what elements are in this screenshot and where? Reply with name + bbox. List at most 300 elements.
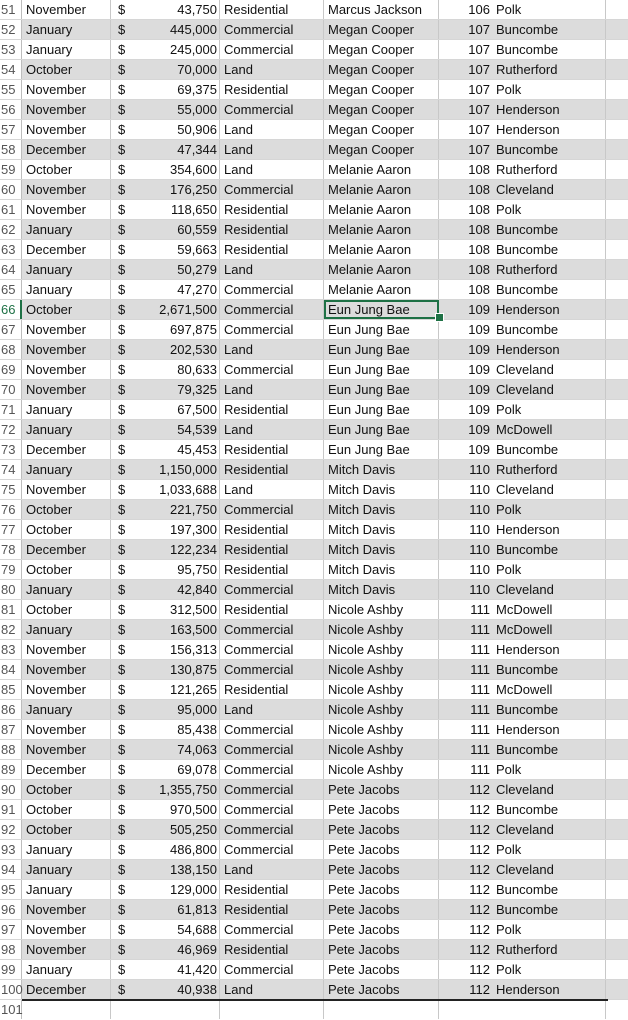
cell-county[interactable]: Henderson bbox=[493, 640, 606, 659]
cell-county[interactable]: Rutherford bbox=[493, 940, 606, 959]
cell-county[interactable]: Henderson bbox=[493, 520, 606, 539]
cell-property-type[interactable]: Commercial bbox=[220, 320, 324, 339]
row-number[interactable]: 78 bbox=[0, 540, 22, 559]
row-number[interactable]: 72 bbox=[0, 420, 22, 439]
cell-agent-id[interactable]: 108 bbox=[468, 282, 490, 297]
cell-amount[interactable]: 60,559 bbox=[123, 220, 220, 239]
cell-county[interactable]: Cleveland bbox=[493, 380, 606, 399]
cell-currency-symbol[interactable]: $ bbox=[118, 462, 126, 477]
cell-amount[interactable]: 118,650 bbox=[123, 200, 220, 219]
row-number[interactable]: 76 bbox=[0, 500, 22, 519]
row-number[interactable]: 98 bbox=[0, 940, 22, 959]
cell-amount[interactable]: 70,000 bbox=[123, 60, 220, 79]
cell-agent-id[interactable]: 108 bbox=[468, 162, 490, 177]
cell-property-type[interactable]: Residential bbox=[220, 440, 324, 459]
cell-amount[interactable]: 69,375 bbox=[123, 80, 220, 99]
cell-county[interactable]: McDowell bbox=[493, 680, 606, 699]
cell-month[interactable]: November bbox=[22, 680, 111, 699]
cell-property-type[interactable]: Land bbox=[220, 140, 324, 159]
cell-property-type[interactable]: Commercial bbox=[220, 740, 324, 759]
cell-agent-id[interactable]: 108 bbox=[468, 182, 490, 197]
row-number[interactable]: 71 bbox=[0, 400, 22, 419]
row-number[interactable]: 97 bbox=[0, 920, 22, 939]
cell-month[interactable]: October bbox=[22, 780, 111, 799]
cell-property-type[interactable]: Commercial bbox=[220, 720, 324, 739]
cell-amount[interactable]: 130,875 bbox=[123, 660, 220, 679]
cell-month[interactable]: November bbox=[22, 920, 111, 939]
cell-month[interactable]: January bbox=[22, 860, 111, 879]
cell-agent-name[interactable]: Mitch Davis bbox=[324, 500, 439, 519]
cell-amount[interactable]: 47,270 bbox=[123, 280, 220, 299]
cell-amount[interactable]: 245,000 bbox=[123, 40, 220, 59]
cell-month[interactable]: November bbox=[22, 940, 111, 959]
cell-month[interactable]: October bbox=[22, 160, 111, 179]
cell-amount[interactable]: 1,355,750 bbox=[123, 780, 220, 799]
cell-agent-name[interactable]: Mitch Davis bbox=[324, 520, 439, 539]
cell-agent-name[interactable]: Pete Jacobs bbox=[324, 840, 439, 859]
cell-amount[interactable]: 445,000 bbox=[123, 20, 220, 39]
cell-agent-id[interactable]: 109 bbox=[468, 442, 490, 457]
cell-county[interactable]: Polk bbox=[493, 840, 606, 859]
cell-amount[interactable]: 970,500 bbox=[123, 800, 220, 819]
cell-agent-id[interactable]: 112 bbox=[469, 782, 490, 797]
row-number[interactable]: 58 bbox=[0, 140, 22, 159]
cell-amount[interactable]: 61,813 bbox=[123, 900, 220, 919]
cell-month[interactable] bbox=[22, 1000, 111, 1019]
cell-county[interactable]: Henderson bbox=[493, 340, 606, 359]
cell-currency-symbol[interactable]: $ bbox=[118, 82, 126, 97]
cell-month[interactable]: November bbox=[22, 660, 111, 679]
cell-agent-name[interactable]: Melanie Aaron bbox=[324, 200, 439, 219]
cell-property-type[interactable]: Commercial bbox=[220, 300, 324, 319]
cell-currency-symbol[interactable]: $ bbox=[118, 922, 126, 937]
cell-agent-name[interactable]: Eun Jung Bae bbox=[324, 360, 439, 379]
cell-county[interactable]: Polk bbox=[493, 560, 606, 579]
cell-month[interactable]: January bbox=[22, 220, 111, 239]
cell-amount[interactable]: 176,250 bbox=[123, 180, 220, 199]
cell-property-type[interactable]: Residential bbox=[220, 240, 324, 259]
cell-agent-name[interactable]: Pete Jacobs bbox=[324, 860, 439, 879]
cell-month[interactable]: October bbox=[22, 500, 111, 519]
cell-month[interactable]: November bbox=[22, 320, 111, 339]
row-number[interactable]: 68 bbox=[0, 340, 22, 359]
cell-agent-name[interactable]: Megan Cooper bbox=[324, 140, 439, 159]
cell-county[interactable]: Cleveland bbox=[493, 360, 606, 379]
cell-property-type[interactable]: Residential bbox=[220, 220, 324, 239]
cell-property-type[interactable]: Residential bbox=[220, 940, 324, 959]
cell-county[interactable]: Polk bbox=[493, 960, 606, 979]
cell-county[interactable]: Polk bbox=[493, 80, 606, 99]
cell-agent-name[interactable]: Pete Jacobs bbox=[324, 920, 439, 939]
cell-amount[interactable]: 46,969 bbox=[123, 940, 220, 959]
cell-currency-symbol[interactable]: $ bbox=[118, 982, 126, 997]
cell-month[interactable]: October bbox=[22, 560, 111, 579]
row-number[interactable]: 101 bbox=[1, 1002, 23, 1017]
cell-property-type[interactable]: Commercial bbox=[220, 840, 324, 859]
cell-month[interactable]: January bbox=[22, 420, 111, 439]
cell-currency-symbol[interactable]: $ bbox=[118, 742, 126, 757]
row-number[interactable]: 56 bbox=[0, 100, 22, 119]
cell-agent-id[interactable]: 111 bbox=[470, 702, 490, 717]
row-number[interactable]: 70 bbox=[0, 380, 22, 399]
cell-county[interactable]: Buncombe bbox=[493, 320, 606, 339]
cell-county[interactable]: Henderson bbox=[493, 720, 606, 739]
cell-agent-name[interactable]: Melanie Aaron bbox=[324, 280, 439, 299]
cell-month[interactable]: January bbox=[22, 400, 111, 419]
cell-property-type[interactable]: Residential bbox=[220, 680, 324, 699]
cell-property-type[interactable]: Commercial bbox=[220, 620, 324, 639]
cell-property-type[interactable]: Land bbox=[220, 120, 324, 139]
cell-amount[interactable]: 54,539 bbox=[123, 420, 220, 439]
cell-agent-id[interactable]: 107 bbox=[468, 22, 490, 37]
cell-amount[interactable]: 95,000 bbox=[123, 700, 220, 719]
cell-property-type[interactable]: Land bbox=[220, 260, 324, 279]
cell-agent-id[interactable]: 111 bbox=[470, 662, 490, 677]
cell-agent-name[interactable]: Eun Jung Bae bbox=[324, 340, 439, 359]
cell-county[interactable]: Buncombe bbox=[493, 280, 606, 299]
cell-month[interactable]: October bbox=[22, 520, 111, 539]
cell-currency-symbol[interactable]: $ bbox=[118, 802, 126, 817]
cell-amount[interactable]: 95,750 bbox=[123, 560, 220, 579]
cell-currency-symbol[interactable]: $ bbox=[118, 282, 126, 297]
cell-property-type[interactable]: Commercial bbox=[220, 180, 324, 199]
cell-agent-id[interactable]: 111 bbox=[470, 762, 490, 777]
row-number[interactable]: 93 bbox=[0, 840, 22, 859]
cell-property-type[interactable]: Land bbox=[220, 380, 324, 399]
row-number[interactable]: 64 bbox=[0, 260, 22, 279]
cell-property-type[interactable]: Residential bbox=[220, 200, 324, 219]
cell-agent-name[interactable]: Pete Jacobs bbox=[324, 780, 439, 799]
cell-month[interactable]: November bbox=[22, 80, 111, 99]
cell-amount[interactable]: 85,438 bbox=[123, 720, 220, 739]
cell-county[interactable]: Rutherford bbox=[493, 460, 606, 479]
row-number[interactable]: 66 bbox=[0, 300, 22, 319]
cell-agent-name[interactable]: Melanie Aaron bbox=[324, 180, 439, 199]
cell-agent-id[interactable]: 111 bbox=[470, 622, 490, 637]
cell-amount[interactable]: 505,250 bbox=[123, 820, 220, 839]
cell-agent-id[interactable]: 112 bbox=[469, 822, 490, 837]
cell-currency-symbol[interactable]: $ bbox=[118, 522, 126, 537]
row-number[interactable]: 84 bbox=[0, 660, 22, 679]
cell-currency-symbol[interactable]: $ bbox=[118, 822, 126, 837]
cell-county[interactable]: Rutherford bbox=[493, 260, 606, 279]
row-number[interactable]: 55 bbox=[0, 80, 22, 99]
cell-currency-symbol[interactable]: $ bbox=[118, 2, 126, 17]
cell-agent-name[interactable]: Eun Jung Bae bbox=[324, 440, 439, 459]
cell-agent-name[interactable]: Mitch Davis bbox=[324, 480, 439, 499]
cell-agent-name[interactable]: Nicole Ashby bbox=[324, 640, 439, 659]
cell-property-type[interactable]: Commercial bbox=[220, 40, 324, 59]
cell-month[interactable]: January bbox=[22, 880, 111, 899]
cell-month[interactable]: January bbox=[22, 460, 111, 479]
cell-month[interactable]: November bbox=[22, 340, 111, 359]
cell-agent-name[interactable]: Eun Jung Bae bbox=[324, 420, 439, 439]
cell-currency-symbol[interactable]: $ bbox=[118, 862, 126, 877]
cell-property-type[interactable]: Residential bbox=[220, 600, 324, 619]
cell-agent-name[interactable]: Megan Cooper bbox=[324, 100, 439, 119]
cell-month[interactable]: November bbox=[22, 180, 111, 199]
cell-agent-name[interactable]: Pete Jacobs bbox=[324, 880, 439, 899]
cell-month[interactable]: January bbox=[22, 840, 111, 859]
row-number[interactable]: 52 bbox=[0, 20, 22, 39]
row-number[interactable]: 95 bbox=[0, 880, 22, 899]
cell-currency-symbol[interactable]: $ bbox=[118, 842, 126, 857]
cell-currency-symbol[interactable]: $ bbox=[118, 162, 126, 177]
cell-agent-id[interactable]: 108 bbox=[468, 202, 490, 217]
cell-agent-name[interactable]: Nicole Ashby bbox=[324, 680, 439, 699]
cell-county[interactable]: Buncombe bbox=[493, 880, 606, 899]
cell-agent-id[interactable]: 109 bbox=[468, 302, 490, 317]
cell-month[interactable]: December bbox=[22, 440, 111, 459]
cell-county[interactable]: Cleveland bbox=[493, 860, 606, 879]
cell-amount[interactable]: 197,300 bbox=[123, 520, 220, 539]
cell-county[interactable]: Polk bbox=[493, 200, 606, 219]
cell-agent-id[interactable]: 107 bbox=[468, 62, 490, 77]
cell-property-type[interactable] bbox=[220, 1000, 324, 1019]
cell-month[interactable]: January bbox=[22, 960, 111, 979]
cell-month[interactable]: January bbox=[22, 40, 111, 59]
cell-agent-name[interactable]: Melanie Aaron bbox=[324, 260, 439, 279]
cell-county[interactable]: Polk bbox=[493, 0, 606, 19]
cell-property-type[interactable]: Commercial bbox=[220, 500, 324, 519]
row-number[interactable]: 94 bbox=[0, 860, 22, 879]
cell-month[interactable]: December bbox=[22, 760, 111, 779]
cell-currency-symbol[interactable]: $ bbox=[118, 882, 126, 897]
row-number[interactable]: 59 bbox=[0, 160, 22, 179]
cell-county[interactable]: Buncombe bbox=[493, 900, 606, 919]
cell-agent-id[interactable]: 107 bbox=[468, 42, 490, 57]
cell-property-type[interactable]: Commercial bbox=[220, 960, 324, 979]
cell-currency-symbol[interactable]: $ bbox=[118, 582, 126, 597]
cell-agent-id[interactable]: 110 bbox=[469, 582, 490, 597]
cell-agent-name[interactable]: Melanie Aaron bbox=[324, 240, 439, 259]
row-number[interactable]: 88 bbox=[0, 740, 22, 759]
cell-currency-symbol[interactable]: $ bbox=[118, 542, 126, 557]
cell-month[interactable]: November bbox=[22, 0, 111, 19]
cell-amount[interactable]: 129,000 bbox=[123, 880, 220, 899]
cell-amount[interactable]: 40,938 bbox=[123, 980, 220, 999]
cell-currency-symbol[interactable]: $ bbox=[118, 102, 126, 117]
cell-county[interactable]: Buncombe bbox=[493, 800, 606, 819]
cell-currency-symbol[interactable]: $ bbox=[118, 422, 126, 437]
cell-agent-id[interactable]: 110 bbox=[469, 482, 490, 497]
cell-amount[interactable]: 80,633 bbox=[123, 360, 220, 379]
cell-month[interactable]: November bbox=[22, 720, 111, 739]
cell-amount[interactable]: 42,840 bbox=[123, 580, 220, 599]
row-number[interactable]: 81 bbox=[0, 600, 22, 619]
cell-agent-id[interactable]: 106 bbox=[468, 2, 490, 17]
cell-amount[interactable]: 2,671,500 bbox=[123, 300, 220, 319]
cell-agent-name[interactable]: Nicole Ashby bbox=[324, 620, 439, 639]
cell-agent-id[interactable]: 108 bbox=[468, 222, 490, 237]
cell-agent-name[interactable]: Megan Cooper bbox=[324, 20, 439, 39]
cell-agent-id[interactable]: 109 bbox=[468, 422, 490, 437]
cell-agent-name[interactable]: Pete Jacobs bbox=[324, 820, 439, 839]
cell-county[interactable]: Buncombe bbox=[493, 540, 606, 559]
cell-currency-symbol[interactable]: $ bbox=[118, 962, 126, 977]
cell-amount[interactable]: 1,033,688 bbox=[123, 480, 220, 499]
cell-amount[interactable]: 67,500 bbox=[123, 400, 220, 419]
cell-month[interactable]: November bbox=[22, 900, 111, 919]
cell-county[interactable]: Buncombe bbox=[493, 440, 606, 459]
cell-amount[interactable]: 122,234 bbox=[123, 540, 220, 559]
cell-currency-symbol[interactable]: $ bbox=[118, 182, 126, 197]
cell-month[interactable]: November bbox=[22, 640, 111, 659]
cell-agent-name[interactable]: Pete Jacobs bbox=[324, 900, 439, 919]
cell-agent-id[interactable]: 112 bbox=[469, 802, 490, 817]
cell-month[interactable]: November bbox=[22, 480, 111, 499]
row-number[interactable]: 75 bbox=[0, 480, 22, 499]
row-number[interactable]: 83 bbox=[0, 640, 22, 659]
cell-agent-id[interactable]: 109 bbox=[468, 342, 490, 357]
cell-amount[interactable]: 138,150 bbox=[123, 860, 220, 879]
cell-agent-name[interactable]: Mitch Davis bbox=[324, 460, 439, 479]
cell-property-type[interactable]: Residential bbox=[220, 900, 324, 919]
cell-currency-symbol[interactable]: $ bbox=[118, 482, 126, 497]
cell-currency-symbol[interactable]: $ bbox=[118, 242, 126, 257]
cell-agent-id[interactable]: 109 bbox=[468, 382, 490, 397]
cell-agent-name[interactable]: Megan Cooper bbox=[324, 80, 439, 99]
cell-property-type[interactable]: Residential bbox=[220, 80, 324, 99]
cell-property-type[interactable]: Commercial bbox=[220, 360, 324, 379]
cell-agent-name[interactable]: Nicole Ashby bbox=[324, 700, 439, 719]
cell-agent-id[interactable]: 107 bbox=[468, 102, 490, 117]
cell-month[interactable]: January bbox=[22, 280, 111, 299]
cell-county[interactable]: Cleveland bbox=[493, 180, 606, 199]
cell-property-type[interactable]: Residential bbox=[220, 520, 324, 539]
cell-agent-name[interactable]: Pete Jacobs bbox=[324, 960, 439, 979]
cell-agent-id[interactable]: 112 bbox=[469, 942, 490, 957]
cell-currency-symbol[interactable]: $ bbox=[118, 362, 126, 377]
cell-currency-symbol[interactable]: $ bbox=[118, 902, 126, 917]
cell-agent-name[interactable]: Nicole Ashby bbox=[324, 760, 439, 779]
cell-property-type[interactable]: Commercial bbox=[220, 800, 324, 819]
row-number[interactable]: 57 bbox=[0, 120, 22, 139]
cell-county[interactable]: Buncombe bbox=[493, 660, 606, 679]
cell-agent-name[interactable]: Pete Jacobs bbox=[324, 980, 439, 999]
cell-agent-id[interactable]: 108 bbox=[468, 242, 490, 257]
cell-currency-symbol[interactable]: $ bbox=[118, 402, 126, 417]
cell-month[interactable]: November bbox=[22, 740, 111, 759]
cell-property-type[interactable]: Residential bbox=[220, 540, 324, 559]
cell-property-type[interactable]: Commercial bbox=[220, 760, 324, 779]
cell-property-type[interactable]: Land bbox=[220, 160, 324, 179]
cell-property-type[interactable]: Land bbox=[220, 860, 324, 879]
row-number[interactable]: 80 bbox=[0, 580, 22, 599]
cell-agent-id[interactable]: 110 bbox=[469, 502, 490, 517]
cell-property-type[interactable]: Commercial bbox=[220, 580, 324, 599]
cell-agent-id[interactable]: 110 bbox=[469, 542, 490, 557]
cell-currency-symbol[interactable]: $ bbox=[118, 602, 126, 617]
cell-agent-name[interactable]: Melanie Aaron bbox=[324, 160, 439, 179]
cell-property-type[interactable]: Commercial bbox=[220, 20, 324, 39]
cell-currency-symbol[interactable]: $ bbox=[118, 942, 126, 957]
cell-agent-name[interactable]: Nicole Ashby bbox=[324, 660, 439, 679]
row-number[interactable]: 86 bbox=[0, 700, 22, 719]
cell-agent-name[interactable] bbox=[324, 1000, 439, 1019]
cell-agent-id[interactable]: 112 bbox=[469, 902, 490, 917]
cell-currency-symbol[interactable]: $ bbox=[118, 62, 126, 77]
cell-currency-symbol[interactable]: $ bbox=[118, 262, 126, 277]
row-number[interactable]: 60 bbox=[0, 180, 22, 199]
cell-month[interactable]: October bbox=[22, 60, 111, 79]
row-number[interactable]: 51 bbox=[0, 0, 22, 19]
row-number[interactable]: 54 bbox=[0, 60, 22, 79]
cell-agent-name[interactable]: Nicole Ashby bbox=[324, 740, 439, 759]
row-number[interactable]: 73 bbox=[0, 440, 22, 459]
cell-property-type[interactable]: Commercial bbox=[220, 660, 324, 679]
cell-county[interactable]: Cleveland bbox=[493, 480, 606, 499]
cell-property-type[interactable]: Residential bbox=[220, 400, 324, 419]
cell-amount[interactable]: 697,875 bbox=[123, 320, 220, 339]
cell-agent-name[interactable]: Pete Jacobs bbox=[324, 940, 439, 959]
cell-agent-id[interactable]: 110 bbox=[469, 462, 490, 477]
cell-month[interactable]: October bbox=[22, 600, 111, 619]
cell-amount[interactable]: 486,800 bbox=[123, 840, 220, 859]
cell-amount[interactable]: 79,325 bbox=[123, 380, 220, 399]
cell-county[interactable]: Polk bbox=[493, 400, 606, 419]
cell-agent-name[interactable]: Nicole Ashby bbox=[324, 720, 439, 739]
cell-county[interactable]: Buncombe bbox=[493, 40, 606, 59]
cell-agent-id[interactable]: 112 bbox=[469, 922, 490, 937]
cell-agent-name[interactable]: Megan Cooper bbox=[324, 40, 439, 59]
cell-currency-symbol[interactable]: $ bbox=[118, 722, 126, 737]
cell-month[interactable]: November bbox=[22, 120, 111, 139]
cell-agent-id[interactable]: 107 bbox=[468, 142, 490, 157]
cell-month[interactable]: January bbox=[22, 580, 111, 599]
cell-agent-id[interactable] bbox=[439, 1000, 493, 1019]
cell-month[interactable]: November bbox=[22, 380, 111, 399]
cell-month[interactable]: October bbox=[22, 300, 111, 319]
row-number[interactable]: 87 bbox=[0, 720, 22, 739]
cell-agent-id[interactable]: 109 bbox=[468, 322, 490, 337]
cell-property-type[interactable]: Commercial bbox=[220, 820, 324, 839]
row-number[interactable]: 74 bbox=[0, 460, 22, 479]
row-number[interactable]: 89 bbox=[0, 760, 22, 779]
row-number[interactable]: 53 bbox=[0, 40, 22, 59]
row-number[interactable]: 63 bbox=[0, 240, 22, 259]
cell-county[interactable]: Buncombe bbox=[493, 240, 606, 259]
cell-amount[interactable]: 354,600 bbox=[123, 160, 220, 179]
cell-amount[interactable]: 69,078 bbox=[123, 760, 220, 779]
cell-property-type[interactable]: Commercial bbox=[220, 640, 324, 659]
row-number[interactable]: 99 bbox=[0, 960, 22, 979]
cell-county[interactable]: McDowell bbox=[493, 420, 606, 439]
cell-county[interactable]: Cleveland bbox=[493, 820, 606, 839]
cell-agent-name[interactable]: Marcus Jackson bbox=[324, 0, 439, 19]
cell-county[interactable]: Henderson bbox=[493, 980, 606, 999]
cell-month[interactable]: January bbox=[22, 700, 111, 719]
row-number[interactable]: 79 bbox=[0, 560, 22, 579]
cell-month[interactable]: December bbox=[22, 540, 111, 559]
cell-agent-name[interactable]: Nicole Ashby bbox=[324, 600, 439, 619]
cell-month[interactable]: December bbox=[22, 240, 111, 259]
cell-currency-symbol[interactable]: $ bbox=[118, 782, 126, 797]
cell-agent-id[interactable]: 109 bbox=[468, 362, 490, 377]
cell-currency-symbol[interactable]: $ bbox=[118, 682, 126, 697]
cell-currency-symbol[interactable]: $ bbox=[118, 662, 126, 677]
cell-county[interactable]: Rutherford bbox=[493, 60, 606, 79]
row-number[interactable]: 91 bbox=[0, 800, 22, 819]
cell-county[interactable]: Buncombe bbox=[493, 140, 606, 159]
cell-property-type[interactable]: Land bbox=[220, 60, 324, 79]
cell-agent-id[interactable]: 112 bbox=[469, 982, 490, 997]
cell-month[interactable]: October bbox=[22, 820, 111, 839]
cell-agent-name[interactable]: Megan Cooper bbox=[324, 120, 439, 139]
cell-county[interactable]: Rutherford bbox=[493, 160, 606, 179]
cell-amount[interactable]: 163,500 bbox=[123, 620, 220, 639]
cell-currency-symbol[interactable]: $ bbox=[118, 122, 126, 137]
